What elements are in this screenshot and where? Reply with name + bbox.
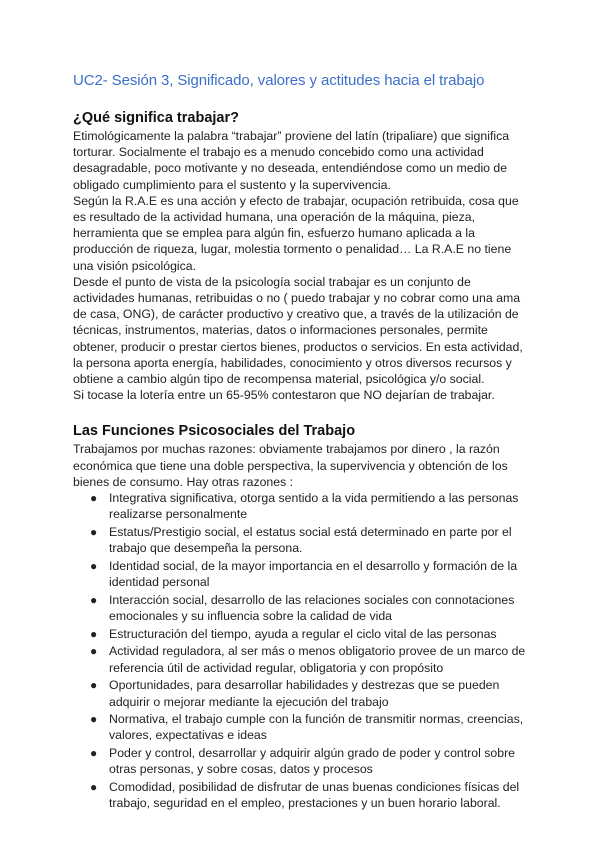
list-item — [73, 558, 528, 590]
bullet-icon: ● — [90, 712, 98, 727]
list-item-text: Interacción social, desarrollo de las relaciones sociales con connotaciones emocionales y su influencia sobre la calidad de vida — [109, 592, 515, 623]
list-item — [73, 490, 528, 522]
paragraph-loteria: Si tocase la lotería entre un 65-95% contestaron que NO dejarían de trabajar. — [73, 388, 495, 403]
list-item-text: Poder y control, desarrollar y adquirir algún grado de poder y control sobre otras personas, y sobre cosas, datos y procesos — [109, 746, 516, 777]
list-item-text: Estructuración del tiempo, ayuda a regular el ciclo vital de las personas — [109, 626, 497, 641]
paragraph-rae: Según la R.A.E es una acción y efecto de trabajar, ocupación retribuida, cosa que es resultado de la actividad humana, una operación de la máquina, pieza, herramienta que se emplea para algún fin, esfuerzo humano aplicada a la producción de riqueza, lugar, molestia tormento o penalidad… La R.A.E no tiene una visión psicológica. — [73, 193, 519, 273]
bullet-icon: ● — [90, 491, 98, 506]
bullet-icon: ● — [90, 780, 98, 795]
section-heading-que-significa-trabajar: ¿Qué significa trabajar? — [73, 110, 239, 126]
bullet-icon: ● — [90, 558, 98, 573]
paragraph-psicologia-social: Desde el punto de vista de la psicología social trabajar es un conjunto de actividades humanas, retribuidas o no ( puedo trabajar y no cobrar como una ama de casa, ONG), de carácter productivo y creativo que, a través de la utilización de técnicas, instrumentos, materias, datos o informaciones personales, permite obtener, producir o prestar ciertos bienes, productos o servicios. En esta actividad, la persona aporta energía, habilidades, conocimiento y otros diversos recursos y obtiene a cambio algún tipo de recompensa material, psicológica y/o social. — [73, 274, 523, 387]
document-title: UC2- Sesión 3, Significado, valores y actitudes hacia el trabajo — [73, 72, 485, 89]
bullet-list-funciones — [73, 490, 528, 811]
list-item — [73, 779, 528, 811]
list-item-text: Actividad reguladora, al ser más o menos obligatorio provee de un marco de referencia útil de actividad regular, obligatoria y con propósito — [109, 644, 526, 675]
paragraph-etimologia: Etimológicamente la palabra “trabajar” proviene del latín (tripaliare) que significa torturar. Socialmente el trabajo es a menudo concebido como una actividad desagradable, poco motivante y no deseada, entendiéndose como un medio de obligado cumplimiento para el sustento y la supervivencia. — [73, 129, 510, 192]
list-item — [73, 524, 528, 556]
list-item — [73, 626, 528, 642]
bullet-icon: ● — [90, 524, 98, 539]
list-item-text: Identidad social, de la mayor importancia en el desarrollo y formación de la identidad personal — [109, 558, 518, 590]
bullet-icon: ● — [90, 746, 98, 761]
bullet-icon: ● — [90, 644, 98, 659]
paragraph-razones-intro: Trabajamos por muchas razones: obviamente trabajamos por dinero , la razón económica que tiene una doble perspectiva, la supervivencia y obtención de los bienes de consumo. Hay otras razones : — [73, 442, 508, 489]
list-item-text: Normativa, el trabajo cumple con la función de transmitir normas, creencias, valores, expectativas e ideas — [109, 712, 524, 743]
bullet-icon: ● — [90, 626, 98, 641]
list-item — [73, 745, 528, 777]
section-body-que-significa-trabajar — [73, 128, 528, 403]
list-item-text: Oportunidades, para desarrollar habilidades y destrezas que se pueden adquirir o mejorar mediante la ejecución del trabajo — [109, 678, 500, 709]
bullet-icon: ● — [90, 592, 98, 607]
list-item-text: Estatus/Prestigio social, el estatus social está determinado en parte por el trabajo que desempeña la persona. — [109, 524, 512, 556]
list-item-text: Comodidad, posibilidad de disfrutar de unas buenas condiciones físicas del trabajo, seguridad en el empleo, prestaciones y un buen horario laboral. — [109, 780, 520, 811]
list-item-text: Integrativa significativa, otorga sentido a la vida permitiendo a las personas realizarse personalmente — [109, 491, 519, 522]
list-item — [73, 643, 528, 675]
list-item — [73, 711, 528, 743]
list-item — [73, 677, 528, 709]
section-heading-funciones-psicosociales: Las Funciones Psicosociales del Trabajo — [73, 423, 356, 440]
bullet-icon: ● — [90, 678, 98, 693]
list-item — [73, 592, 528, 624]
